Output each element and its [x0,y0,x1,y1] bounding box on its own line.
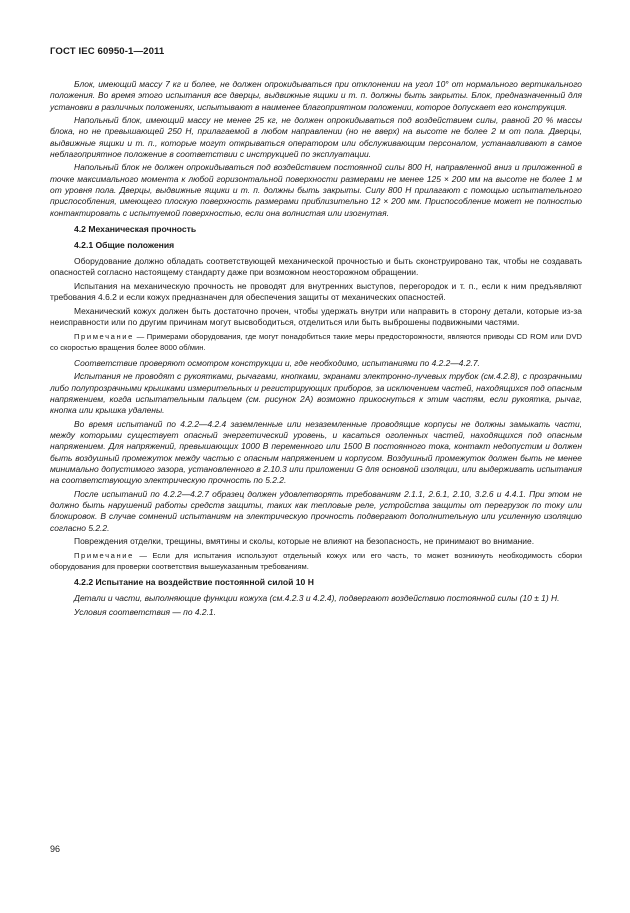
paragraph: Соответствие проверяют осмотром конструкции и, где необходимо, испытаниями по 4.2.2—4.2.7. [74,357,480,368]
note [50,332,582,353]
paragraph: Условия соответствия — по 4.2.1. [74,606,216,617]
note-label: Примечание [74,332,134,342]
paragraph: Оборудование должно обладать соответствующей механической прочностью и быть сконструировано так, чтобы не создавать опасностей согласно настоящему стандарту даже при возможном неосторожном обращении. [50,255,582,278]
paragraph: Испытания не проводят с рукоятками, рычагами, кнопками, экранами электронно-лучевых трубок (см.4.2.8), с прозрачными либо полупрозрачными крышками измерительных и регистрирующих приборов, за исключением частей, находящихся под опасным напряжением, когда испытательным пальцем (см. рисунок 2А) возможно прикоснуться к этим частям, если рукоятка, рычаг, кнопка или крышка удалены. [50,371,582,416]
subsection-heading: 4.2.2 Испытание на воздействие постоянной силой 10 Н [74,577,314,588]
page-body [50,79,582,620]
note-text: — Примерами оборудования, где могут понадобиться такие меры предосторожности, являются приводы CD ROM или DVD со скоростью вращения более 8000 об/мин. [50,332,582,352]
note-label: Примечание [74,551,134,561]
section-heading: 4.2 Механическая прочность [74,223,197,234]
paragraph: Механический кожух должен быть достаточно прочен, чтобы удержать внутри или направить в сторону детали, которые из-за неисправности или по другим причинам могут высвободиться, отделиться или быть выброшены подвижными частями. [50,305,582,327]
note-text: — Если для испытания используют отдельный кожух или его часть, то может возникнуть необходимость сборки оборудования для проверки соответствия вышеуказанным требованиям. [50,551,582,571]
paragraph: После испытаний по 4.2.2—4.2.7 образец должен удовлетворять требованиям 2.1.1, 2.6.1, 2.10, 3.2.6 и 4.4.1. При этом не должно быть нарушений работы средств защиты, таких как тепловые реле, устройства защиты от перегрузок по току или блокировок. В случае сомнений испытаниям на электрическую прочность подвергают дополнительную или усиленную изоляцию согласно 5.2.2. [50,488,582,533]
page-number: 96 [50,844,61,854]
paragraph: Во время испытаний по 4.2.2—4.2.4 заземленные или незаземленные проводящие корпусы не должны замыкать части, между которыми существует опасный энергетический уровень, и касаться оголенных частей, находящихся под опасным напряжением. Для напряжений, превышающих 1000 В переменного или 1500 В постоянного тока, контакт недопустим и должен быть воздушный промежуток между частью с опасным напряжением и корпусом. Воздушный промежуток должен быть не менее минимально допустимого зазора, установленного в 2.10.3 или приложении G для основной изоляции, или выдерживать испытания на соответствующую электрическую прочность по 5.2.2. [50,418,582,486]
paragraph: Напольный блок, имеющий массу не менее 25 кг, не должен опрокидываться под воздействием силы, равной 20 % массы блока, но не превышающей 250 Н, прилагаемой в любом направлении (но не вверх) на высоте не более 2 м от пола. Дверцы, выдвижные ящики и т. п., которые могут открываться оператором или обслуживающим персоналом, устанавливают в самое неблагоприятное положение в соответствии с инструкцией по эксплуатации. [50,115,582,159]
note [50,551,582,572]
paragraph: Блок, имеющий массу 7 кг и более, не должен опрокидываться при отклонении на угол 10° от нормального вертикального положения. Во время этого испытания все дверцы, выдвижные ящики и т. п. должны быть закрыты. Блок, предназначенный для установки в различных положениях, испытывают в наименее благоприятном положении, которое допускает его конструкция. [50,79,582,112]
paragraph: Напольный блок не должен опрокидываться под воздействием постоянной силы 800 Н, направленной вниз и приложенной в точке максимального момента к любой горизонтальной поверхности размерами не менее 125 × 200 мм на высоте не более 1 м от уровня пола. Дверцы, выдвижные ящики и т. п. должны быть закрыты. Силу 800 Н прилагают с помощью испытательного приспособления, имеющего плоскую поверхность размерами приблизительно 12 × 200 мм. Приспособление может не полностью контактировать с испытуемой поверхностью, если она волнистая или изогнутая. [50,162,582,218]
subsection-heading: 4.2.1 Общие положения [74,239,175,250]
paragraph: Детали и части, выполняющие функции кожуха (см.4.2.3 и 4.2.4), подвергают воздействию постоянной силы (10 ± 1) Н. [74,593,560,604]
paragraph: Испытания на механическую прочность не проводят для внутренних выступов, перегородок и т. п., если к ним предъявляют требования 4.6.2 и если кожух предназначен для обеспечения защиты от механических опасностей. [50,280,582,303]
document-header: ГОСТ IEC 60950-1—2011 [50,46,165,57]
paragraph: Повреждения отделки, трещины, вмятины и сколы, которые не влияют на безопасность, не принимают во внимание. [74,536,535,547]
